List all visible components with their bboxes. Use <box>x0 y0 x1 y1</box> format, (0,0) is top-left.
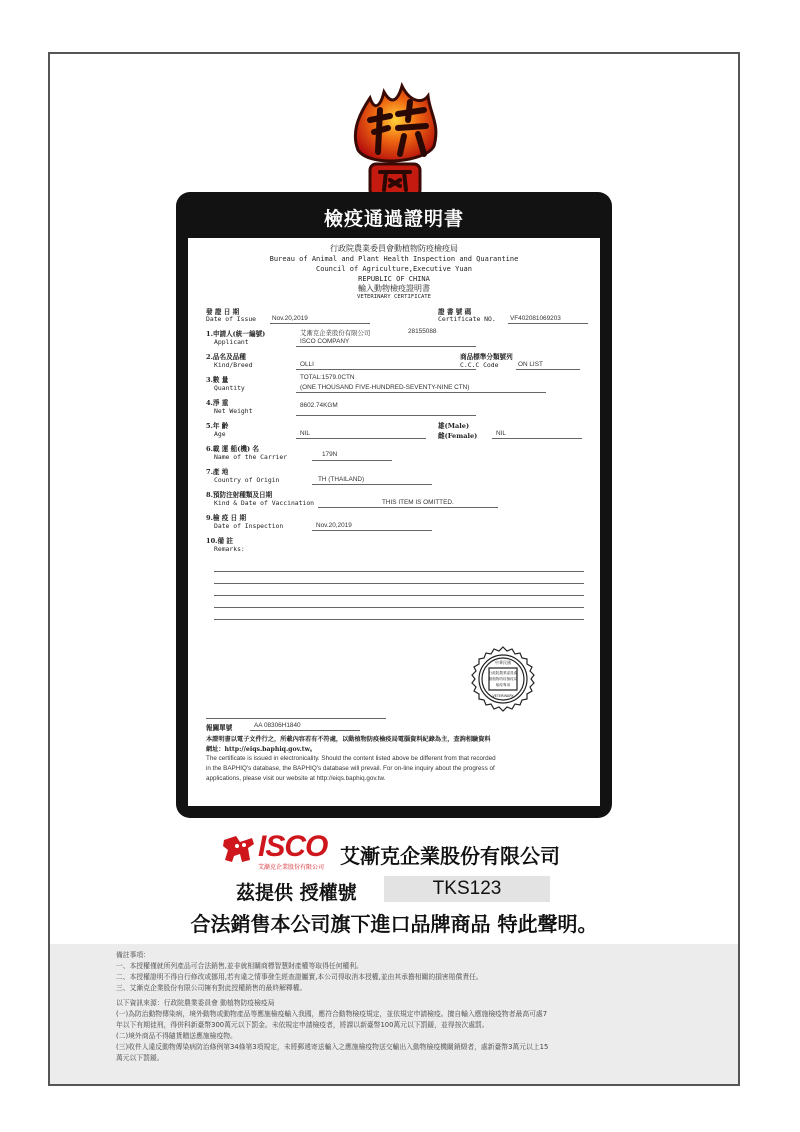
agency-en-2: Council of Agriculture,Executive Yuan <box>316 265 472 273</box>
cert-no-value: VF402081069203 <box>510 315 561 322</box>
source-note-3b: 萬元以下罰鍰。 <box>116 1054 164 1062</box>
net-weight-value: 8602.74KGM <box>300 402 338 409</box>
authorization-number: TKS123 <box>384 876 550 902</box>
ccc-label: C.C.C Code <box>460 361 499 369</box>
carrier-value: 179N <box>322 451 338 458</box>
carrier-label: Name of the Carrier <box>214 453 288 461</box>
ccc-value: ON LIST <box>518 361 543 368</box>
agency-zh: 行政院農業委員會動植物防疫檢疫局 <box>330 244 458 253</box>
print-no-label: 報關單號 <box>206 724 233 732</box>
statement: 合法銷售本公司旗下進口品牌商品 特此聲明。 <box>190 912 598 936</box>
seal-line-3: 動植物防疫檢疫局 <box>488 677 518 681</box>
origin-zh: 7.產 地 <box>206 468 229 476</box>
notes-title: 備註事項： <box>116 951 150 959</box>
ccc-zh: 商品標準分類號列 <box>460 353 513 361</box>
notes-source: 以下資訊來源：行政院農業委員會 動植物防疫檢疫局 <box>116 999 275 1007</box>
remarks-zh: 10.備 註 <box>206 537 233 545</box>
authorization-label: 茲提供 授權號 <box>236 882 357 904</box>
inspection-label: Date of Inspection <box>214 522 284 530</box>
carrier-zh: 6.載 運 船(機) 名 <box>206 445 259 453</box>
certificate-header <box>188 244 600 301</box>
vaccination-value: THIS ITEM IS OMITTED. <box>382 499 454 506</box>
female-label: 雌(Female) <box>438 432 478 440</box>
quantity-value: TOTAL:1579.0CTN <box>300 374 355 381</box>
source-note-2: (二)境外商品不得隨貨贈送應施檢疫物。 <box>116 1032 237 1040</box>
origin-label: Country of Origin <box>214 476 280 484</box>
cert-no-label: Certificate NO. <box>438 315 496 323</box>
origin-value: TH (THAILAND) <box>318 476 365 483</box>
yaki-roast-logo-icon <box>340 80 450 200</box>
page-frame <box>48 52 740 1086</box>
quantity-zh: 3.數 量 <box>206 376 229 384</box>
remarks-label: Remarks: <box>214 545 245 553</box>
note-2: 二、本授權證明不得自行修改或挪用,若有違之情事發生經查證屬實,本公司得取消本授權,並由其承擔相關的損害賠償責任。 <box>116 973 483 981</box>
seal-line-2: 行政院農業委員會 <box>488 671 518 675</box>
agency-en-1: Bureau of Animal and Plant Health Inspection and Quarantine <box>269 255 519 263</box>
net-weight-label: Net Weight <box>214 407 253 415</box>
footer-url: 網址：http://eiqs.baphiq.gov.tw。 <box>206 746 317 753</box>
footer-note-en-2: in the BAPHIQ's database, the BAPHIQ's database will prevail. For on-line inquiry about the progress of <box>206 765 495 772</box>
issue-date: Nov.20,2019 <box>272 315 308 322</box>
note-1: 一、本授權僅就所列產品可合法銷售,並非就相關商標智慧財產權等取得任何權利。 <box>116 962 363 970</box>
print-no-value: AA 08306H1840 <box>254 722 301 729</box>
footer-note-en-3: applications, please visit our website at http://eiqs.baphiq.gov.tw. <box>206 775 386 782</box>
quantity-label: Quantity <box>214 384 245 392</box>
certificate-title: 檢疫通過證明書 <box>323 208 464 230</box>
net-weight-zh: 4.淨 重 <box>206 399 229 407</box>
footer-note-zh: 本證明書以電子文件行之，所載內容若有不符處，以動植物防疫檢疫局電腦資料紀錄為主，查詢相驗資料 <box>206 736 491 743</box>
brand-row <box>222 830 602 874</box>
age-value: NIL <box>300 430 310 437</box>
quantity-words: (ONE THOUSAND FIVE-HUNDRED-SEVENTY-NINE CTN) <box>300 384 470 391</box>
company-name: 艾漸克企業股份有限公司 <box>340 844 560 868</box>
inspection-value: Nov.20,2019 <box>316 522 352 529</box>
age-zh: 5.年 齡 <box>206 422 229 430</box>
isco-wordmark: ISCO <box>258 830 328 863</box>
isco-subtitle: 艾漸克企業股份有限公司 <box>258 864 325 871</box>
female-value: NIL <box>496 430 506 437</box>
male-label: 雄(Male) <box>438 422 470 430</box>
kind-value: OLLI <box>300 361 314 368</box>
kind-label: Kind/Breed <box>214 361 253 369</box>
kind-zh: 2.品名及品種 <box>206 353 246 361</box>
certificate-panel <box>176 192 612 818</box>
issue-label: Date of Issue <box>206 315 257 323</box>
doc-type-zh: 輸入動物檢疫證明書 <box>358 284 430 293</box>
source-note-1b: 年以下有期徒刑，得併科新臺幣300萬元以下罰金。未依規定申請檢疫者，將課以新臺幣100萬元以下罰鍰，並得按次處罰。 <box>116 1021 489 1029</box>
notes-section <box>50 944 738 1086</box>
certificate-document <box>188 238 600 806</box>
isco-mascot-icon <box>222 834 256 864</box>
agency-en-3: REPUBLIC OF CHINA <box>358 275 430 283</box>
inspection-zh: 9.檢 疫 日 期 <box>206 514 247 522</box>
vaccination-label: Kind & Date of Vaccination <box>214 499 315 507</box>
applicant-zh: 1.申請人(統一編號) <box>206 330 266 338</box>
seal-line-1: 中華民國 <box>495 660 511 665</box>
issue-zh: 發 證 日 期 <box>206 308 240 316</box>
vaccination-zh: 8.預防注射種類及日期 <box>206 491 273 499</box>
footer-note-en-1: The certificate is issued in electronicality. Should the content listed above be different from that recorded <box>206 755 496 762</box>
doc-type-en: VETERINARY CERTIFICATE <box>356 294 432 300</box>
age-label: Age <box>214 430 226 438</box>
applicant-value-zh: 艾漸克企業股份有限公司 <box>300 330 371 337</box>
source-note-3a: (三)收件人違反動物傳染病防治條例第34條第3項規定，未將郵遞寄送輸入之應施檢疫物送交輸出入動物檢疫機關銷燬者，處新臺幣3萬元以上15 <box>116 1043 549 1051</box>
source-note-1a: (一)為防治動物傳染病，境外動物或動物產品等應施檢疫輸入我國，應符合動物檢疫規定，並依規定申請檢疫。擅自輸入應施檢疫物者最高可處7 <box>116 1010 548 1018</box>
applicant-id: 28155088 <box>408 328 437 335</box>
seal-line-4: 檢疫專用 <box>495 683 511 687</box>
official-seal-icon <box>470 646 536 712</box>
applicant-label: Applicant <box>214 338 249 346</box>
authorization-row <box>236 876 576 904</box>
applicant-value: ISCO COMPANY <box>300 338 350 345</box>
seal-bottom: VETERINARY <box>492 694 514 698</box>
note-3: 三、艾漸克企業股份有限公司擁有對此授權銷售的最終解釋權。 <box>116 984 307 992</box>
cert-no-zh: 證 書 號 碼 <box>438 308 472 316</box>
